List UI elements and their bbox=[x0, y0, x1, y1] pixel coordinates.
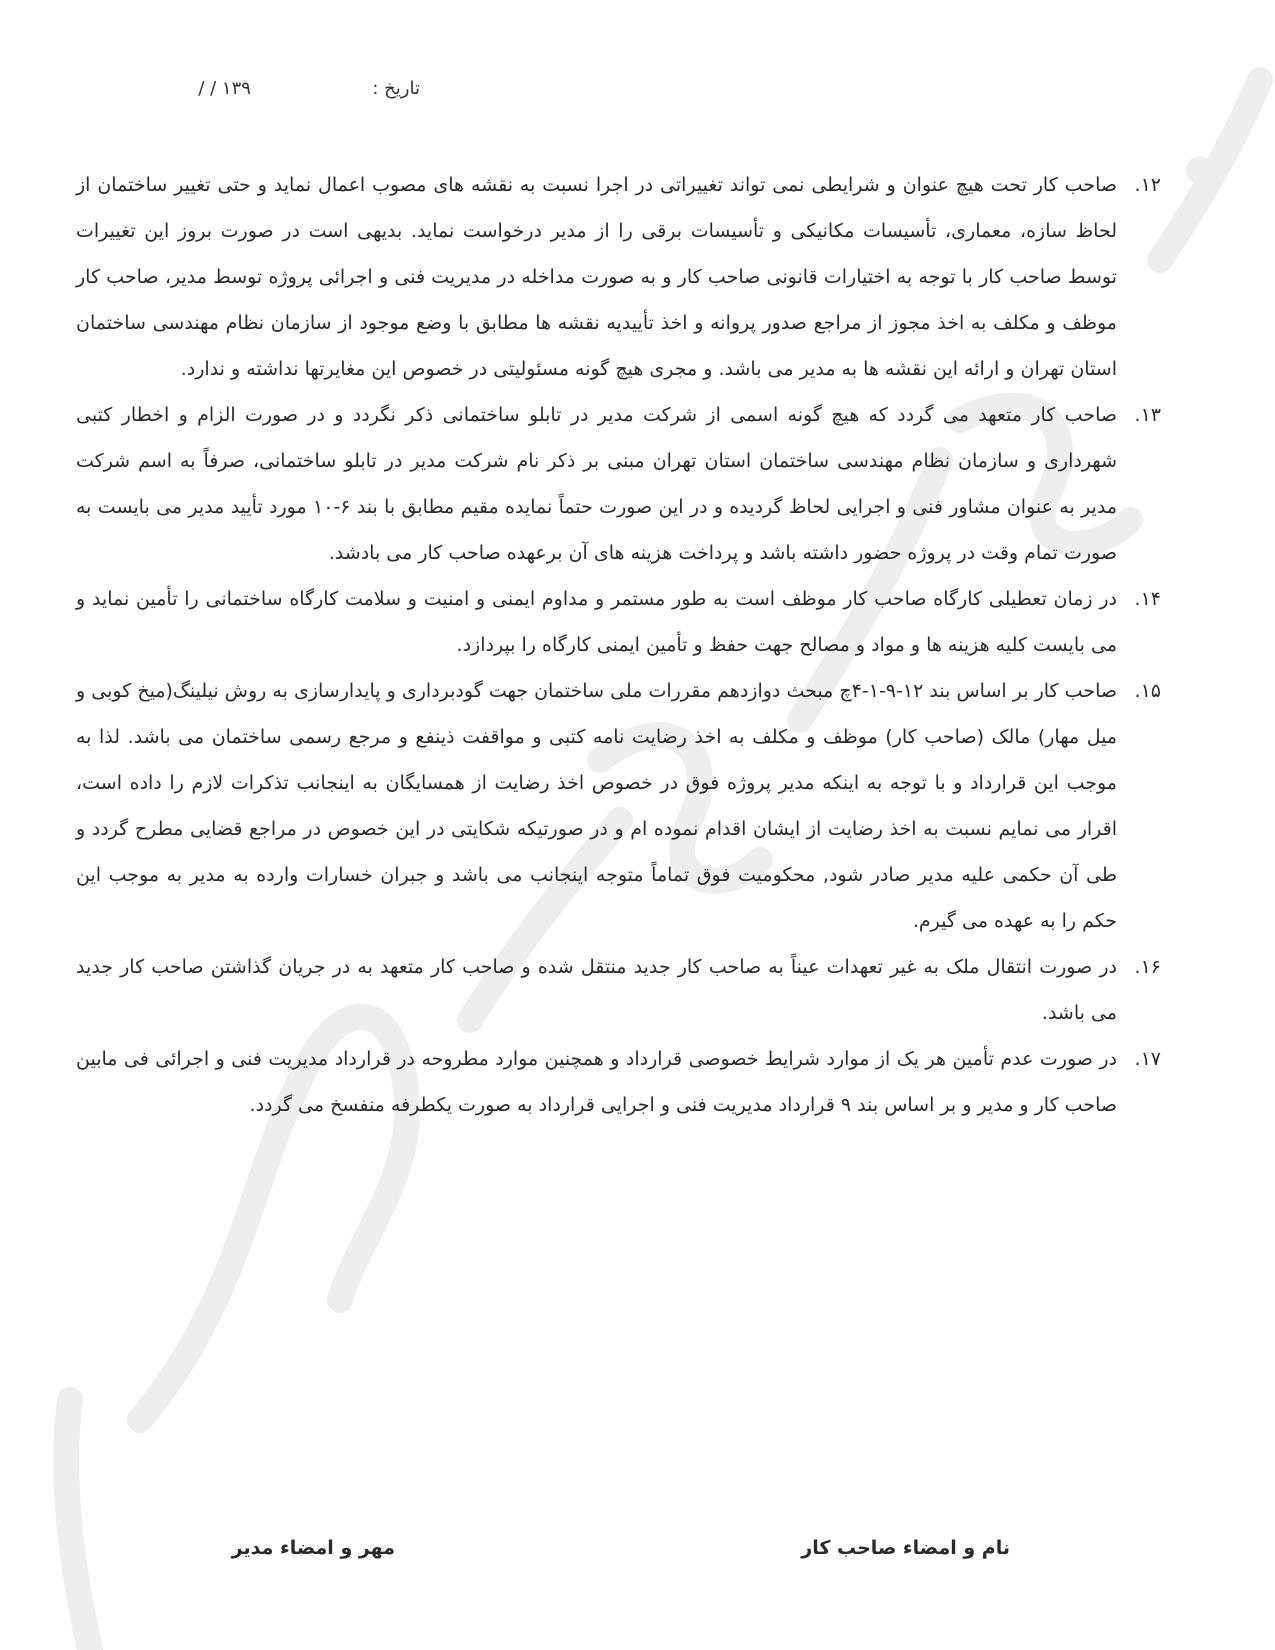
clause-number: ۱۵. bbox=[1134, 680, 1161, 702]
date-header bbox=[80, 78, 420, 99]
clause-text: صاحب کار تحت هیچ عنوان و شرایطی نمی تواند تغییراتی در اجرا نسبت به نقشه های مصوب اعمال نماید و حتی تغییر ساختمان از لحاظ سازه، معماری، تأسیسات مکانیکی و تأسیسات برقی را از مدیر درخواست نماید. بدیهی است در صورت بروز این تغییرات توسط صاحب کار با توجه به اختیارات قانونی صاحب کار و به صورت مداخله در مدیریت فنی و اجرائی پروژه توسط مدیر، صاحب کار موظف و مکلف به اخذ مجوز از مراجع صدور پروانه و اخذ تأییدیه نقشه ها مطابق با وضع موجود از سازمان نظام مهندسی ساختمان استان تهران و ارائه این نقشه ها به مدیر می باشد. و مجری هیچ گونه مسئولیتی در خصوص این مغایرتها نداشته و ندارد. bbox=[76, 174, 1117, 380]
manager-signature-label: مهر و امضاء مدیر bbox=[231, 1537, 395, 1559]
clause-13 bbox=[76, 392, 1161, 576]
clause-15 bbox=[76, 668, 1161, 944]
clause-number: ۱۳. bbox=[1134, 404, 1161, 426]
owner-signature-label: نام و امضاء صاحب کار bbox=[801, 1537, 1010, 1559]
clause-text: صاحب کار متعهد می گردد که هیچ گونه اسمی از شرکت مدیر در تابلو ساختمانی ذکر نگردد و در صورت الزام و اخطار کتبی شهرداری و سازمان نظام مهندسی ساختمان استان تهران مبنی بر ذکر نام شرکت مدیر در تابلو ساختمانی، صرفاً به اسم شرکت مدیر به عنوان مشاور فنی و اجرایی لحاظ گردیده و در این صورت حتماً نمایده مقیم مطابق با بند ۶-۱۰ مورد تأیید مدیر می بایست به صورت تمام وقت در پروژه حضور داشته باشد و پرداخت هزینه های آن برعهده صاحب کار می بادشد. bbox=[76, 404, 1117, 564]
clause-text: صاحب کار بر اساس بند ۱۲-۹-۱-۴چ مبحث دوازدهم مقررات ملی ساختمان جهت گودبرداری و پایدارسازی به روش نیلینگ(میخ کوبی و میل مهار) مالک (صاحب کار) موظف و مکلف به اخذ رضایت نامه کتبی و مواقفت ذینفع و مرجع رسمی ساختمان می باشد. لذا به موجب این قرارداد و با توجه به اینکه مدیر پروژه فوق در خصوص اخذ رضایت از همسایگان به اینجانب تذکرات لازم را داده است، اقرار می نمایم نسبت به اخذ رضایت از ایشان اقدام نموده ام و در صورتیکه شکایتی در این خصوص در مراجع قضایی مطرح گردد و طی آن حکمی علیه مدیر صادر شود, محکومیت فوق تماماً متوجه اینجانب می باشد و جبران خسارات وارده به مدیر به موجب این حکم را به عهده می گیرم. bbox=[76, 680, 1117, 932]
date-value: ۱۳۹ / / bbox=[198, 78, 251, 99]
clause-number: ۱۶. bbox=[1134, 956, 1161, 978]
clause-number: ۱۴. bbox=[1134, 588, 1161, 610]
clause-number: ۱۷. bbox=[1134, 1048, 1161, 1070]
clause-text: در زمان تعطیلی کارگاه صاحب کار موظف است به طور مستمر و مداوم ایمنی و امنیت و سلامت کارگاه ساختمانی را تأمین نماید و می بایست کلیه هزینه ها و مواد و مصالح جهت حفظ و تأمین ایمنی کارگاه را بپردازد. bbox=[76, 588, 1117, 656]
signature-block bbox=[0, 1537, 1275, 1577]
clause-14 bbox=[76, 576, 1161, 668]
clause-12 bbox=[76, 162, 1161, 392]
clauses-list bbox=[76, 162, 1161, 1128]
clause-17 bbox=[76, 1036, 1161, 1128]
clause-number: ۱۲. bbox=[1134, 174, 1161, 196]
clause-text: در صورت عدم تأمین هر یک از موارد شرایط خصوصی قرارداد و همچنین موارد مطروحه در قرارداد مدیریت فنی و اجرائی فی مابین صاحب کار و مدیر و بر اساس بند ۹ قرارداد مدیریت فنی و اجرایی قرارداد به صورت یکطرفه منفسخ می گردد. bbox=[76, 1048, 1117, 1116]
clause-text: در صورت انتقال ملک به غیر تعهدات عیناً به صاحب کار جدید منتقل شده و صاحب کار متعهد به در جریان گذاشتن صاحب کار جدید می باشد. bbox=[76, 956, 1117, 1024]
date-label: تاریخ : bbox=[372, 78, 420, 99]
clause-16 bbox=[76, 944, 1161, 1036]
